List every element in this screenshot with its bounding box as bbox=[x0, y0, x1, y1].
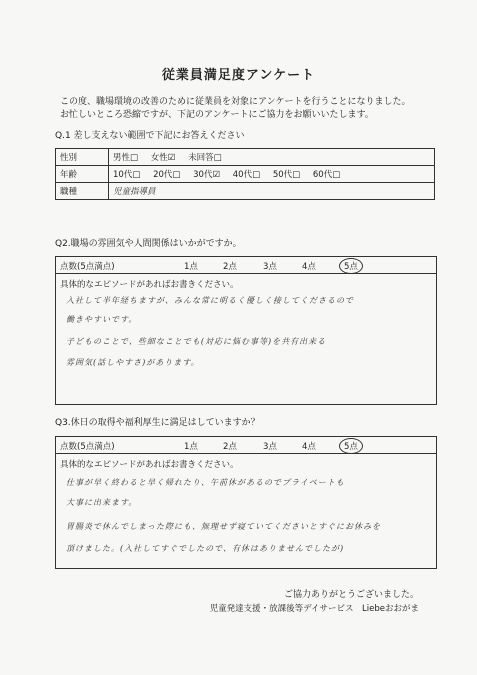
q2-episode-label: 具体的なエピソードがあればお書きください。 bbox=[60, 280, 239, 290]
gender-male-option[interactable]: 男性□ bbox=[113, 153, 139, 163]
q2-point-5-selected[interactable]: 5点 bbox=[339, 258, 363, 274]
q2-scale-label: 点数(5点満点) bbox=[60, 262, 115, 272]
age-40s-option[interactable]: 40代□ bbox=[232, 170, 261, 180]
q3-point-4[interactable]: 4点 bbox=[302, 442, 316, 452]
job-value[interactable]: 児童指導員 bbox=[109, 183, 435, 200]
q2-point-4[interactable]: 4点 bbox=[302, 262, 316, 272]
age-label: 年齢 bbox=[56, 166, 109, 183]
job-row bbox=[56, 183, 435, 200]
q2-answer-line-3: 子どものことで、些細なことでも(対応に悩む事等)を共有出来る bbox=[66, 337, 327, 346]
thanks-text: ご協力ありがとうございました。 bbox=[283, 590, 419, 600]
q3-score-scale bbox=[56, 437, 436, 454]
q3-point-5-selected[interactable]: 5点 bbox=[339, 438, 363, 454]
gender-row bbox=[56, 149, 435, 166]
q1-label: Q.1 差し支えない範囲で下記にお答えください bbox=[55, 131, 245, 141]
q2-point-3[interactable]: 3点 bbox=[263, 262, 277, 272]
q2-point-2[interactable]: 2点 bbox=[223, 262, 237, 272]
intro-line-2: お忙しいところ恐縮ですが、下記のアンケートにご協力をお願いいたします。 bbox=[60, 110, 374, 120]
job-label: 職種 bbox=[56, 183, 109, 200]
gender-none-option[interactable]: 未回答□ bbox=[188, 153, 222, 163]
age-50s-option[interactable]: 50代□ bbox=[272, 170, 301, 180]
age-10s-option[interactable]: 10代□ bbox=[113, 170, 141, 180]
profile-table bbox=[55, 148, 435, 200]
q2-point-1[interactable]: 1点 bbox=[184, 262, 198, 272]
q3-answer-line-1: 仕事が早く終わると早く帰れたり、午前休があるのでプライベートも bbox=[66, 478, 345, 487]
q2-answer-box bbox=[55, 256, 437, 405]
age-row bbox=[56, 166, 435, 183]
q2-label: Q2.職場の雰囲気や人間関係はいかがですか。 bbox=[55, 239, 242, 249]
q2-answer-line-2: 働きやすいです。 bbox=[66, 315, 138, 324]
q3-point-3[interactable]: 3点 bbox=[263, 442, 277, 452]
q2-score-scale bbox=[56, 257, 436, 274]
q2-answer-line-1: 入社して半年経ちますが、みんな常に明るく優しく接してくださるので bbox=[66, 296, 354, 305]
q3-answer-line-3: 胃腸炎で休んでしまった際にも、無理せず寝ていてくださいとすぐにお休みを bbox=[66, 522, 381, 531]
gender-female-option[interactable]: 女性☑ bbox=[150, 153, 176, 163]
q3-episode-label: 具体的なエピソードがあればお書きください。 bbox=[60, 460, 239, 470]
age-30s-option[interactable]: 30代☑ bbox=[193, 170, 221, 180]
gender-label: 性別 bbox=[56, 149, 109, 166]
age-options bbox=[109, 166, 435, 183]
q3-point-1[interactable]: 1点 bbox=[184, 442, 198, 452]
q3-scale-label: 点数(5点満点) bbox=[60, 442, 115, 452]
page-title: 従業員満足度アンケート bbox=[161, 68, 316, 83]
age-20s-option[interactable]: 20代□ bbox=[153, 170, 181, 180]
intro-line-1: この度、職場環境の改善のために従業員を対象にアンケートを行うことになりました。 bbox=[60, 97, 411, 107]
q3-answer-line-4: 頂けました。(入社してすぐでしたので、有休はありませんでしたが) bbox=[66, 544, 345, 553]
gender-options bbox=[109, 149, 435, 166]
q3-label: Q3.休日の取得や福利厚生に満足はしていますか？ bbox=[55, 418, 260, 428]
q2-answer-line-4: 雰囲気(話しやすさ)があります。 bbox=[66, 358, 200, 367]
q3-answer-line-2: 大事に出来ます。 bbox=[66, 498, 138, 507]
q3-point-2[interactable]: 2点 bbox=[223, 442, 237, 452]
age-60s-option[interactable]: 60代□ bbox=[312, 170, 341, 180]
organization-name: 児童発達支援・放課後等デイサービス Liebeおおがま bbox=[209, 604, 419, 614]
q3-answer-box bbox=[55, 436, 437, 569]
intro-text bbox=[60, 96, 450, 122]
